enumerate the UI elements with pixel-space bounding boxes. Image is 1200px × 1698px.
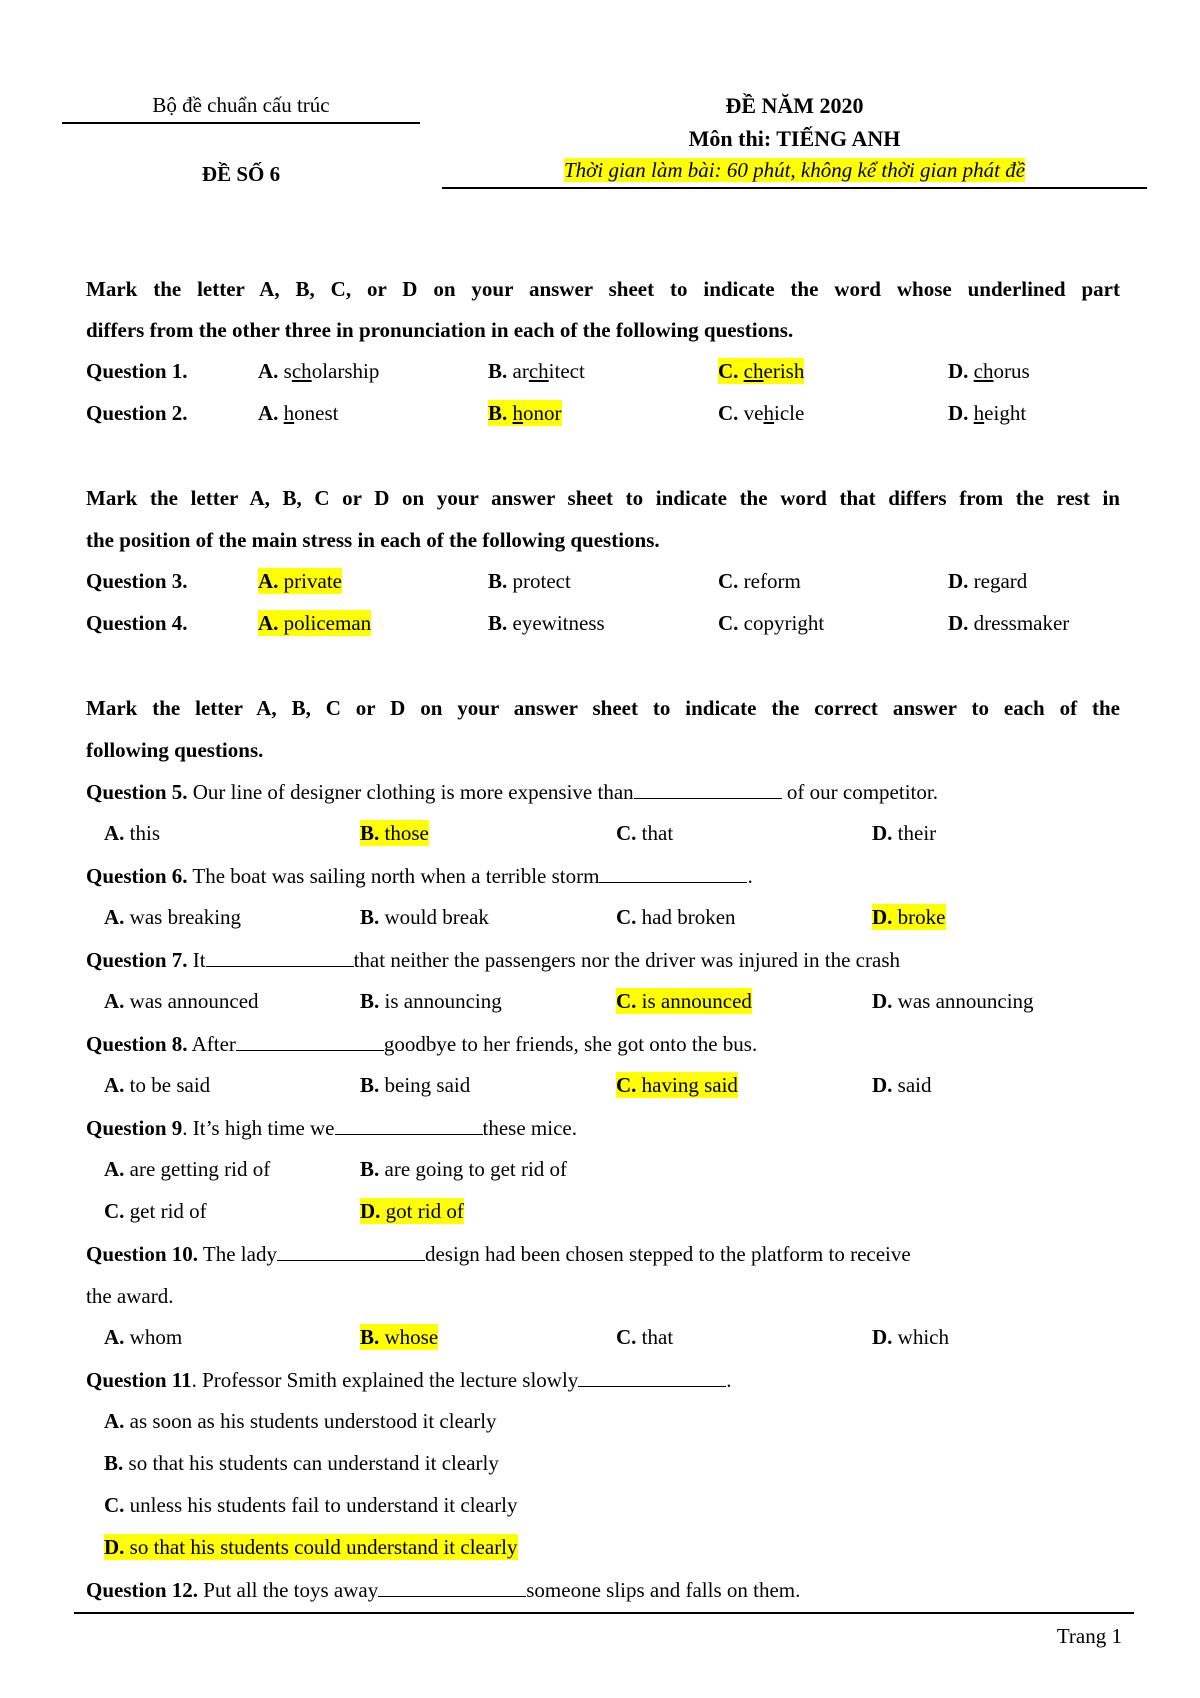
option-d[interactable]: D. height bbox=[948, 401, 1027, 425]
question-3 bbox=[0, 568, 1200, 594]
question-label: Question 4. bbox=[86, 611, 188, 635]
question-7-options bbox=[0, 988, 1200, 1014]
question-11-option-c bbox=[0, 1492, 1200, 1518]
option-c[interactable]: C. copyright bbox=[718, 611, 825, 635]
exam-time bbox=[442, 158, 1147, 183]
answer-blank bbox=[236, 1032, 384, 1051]
question-8-options bbox=[0, 1072, 1200, 1098]
option-d[interactable]: D. was announcing bbox=[872, 989, 1034, 1013]
question-11-stem: Question 11. Professor Smith explained the lecture slowly . bbox=[86, 1368, 732, 1392]
option-b-highlighted[interactable]: B. honor bbox=[488, 401, 562, 425]
option-d[interactable]: D. chorus bbox=[948, 359, 1030, 383]
question-5-stem: Question 5. Our line of designer clothing is more expensive than of our competitor. bbox=[86, 780, 938, 804]
question-label: Question 2. bbox=[86, 401, 188, 425]
question-11-option-d bbox=[0, 1534, 1200, 1560]
section2-instruction-line2: the position of the main stress in each of the following questions. bbox=[86, 528, 660, 552]
option-a[interactable]: A. this bbox=[104, 821, 161, 845]
option-b[interactable]: B. is announcing bbox=[360, 989, 502, 1013]
question-label: Question 1. bbox=[86, 359, 188, 383]
option-c[interactable]: C. vehicle bbox=[718, 401, 805, 425]
section3-instruction-line1: Mark the letter A, B, C or D on your answer sheet to indicate the correct answer to each of the bbox=[86, 696, 1120, 720]
option-a[interactable]: A. to be said bbox=[104, 1073, 211, 1097]
question-11-option-b bbox=[0, 1450, 1200, 1476]
option-c-highlighted[interactable]: C. having said bbox=[616, 1073, 738, 1097]
question-7-stem: Question 7. It that neither the passengers nor the driver was injured in the crash bbox=[86, 948, 900, 972]
question-8-stem: Question 8. After goodbye to her friends, she got onto the bus. bbox=[86, 1032, 758, 1056]
option-c[interactable]: C. reform bbox=[718, 569, 801, 593]
option-d[interactable]: D. regard bbox=[948, 569, 1028, 593]
option-a-highlighted[interactable]: A. policeman bbox=[258, 611, 372, 635]
option-a[interactable]: A. whom bbox=[104, 1325, 183, 1349]
header-right-rule bbox=[442, 187, 1147, 189]
answer-blank bbox=[206, 948, 354, 967]
exam-subject: Môn thi: TIẾNG ANH bbox=[688, 126, 901, 151]
option-d[interactable]: D. said bbox=[872, 1073, 932, 1097]
option-b-highlighted[interactable]: B. whose bbox=[360, 1325, 439, 1349]
option-c[interactable]: C. had broken bbox=[616, 905, 736, 929]
option-a[interactable]: A. scholarship bbox=[258, 359, 380, 383]
option-d-highlighted[interactable]: D. broke bbox=[872, 905, 946, 929]
option-c[interactable]: C. unless his students fail to understand it clearly bbox=[104, 1493, 518, 1517]
question-10-options bbox=[0, 1324, 1200, 1350]
section3-instruction-line2: following questions. bbox=[86, 738, 264, 762]
question-2 bbox=[0, 400, 1200, 426]
exam-time-text: Thời gian làm bài: 60 phút, không kể thời gian phát đề bbox=[563, 158, 1026, 182]
option-b[interactable]: B. so that his students can understand it clearly bbox=[104, 1451, 499, 1475]
question-5-options bbox=[0, 820, 1200, 846]
answer-blank bbox=[578, 1368, 726, 1387]
answer-blank bbox=[634, 780, 782, 799]
question-9-options-row2 bbox=[0, 1198, 1200, 1224]
option-d[interactable]: D. which bbox=[872, 1325, 949, 1349]
answer-blank bbox=[277, 1242, 425, 1261]
option-a-highlighted[interactable]: A. private bbox=[258, 569, 342, 593]
question-6-stem: Question 6. The boat was sailing north when a terrible storm . bbox=[86, 864, 753, 888]
option-a[interactable]: A. was announced bbox=[104, 989, 259, 1013]
exam-number: ĐỀ SỐ 6 bbox=[201, 162, 281, 186]
answer-blank bbox=[599, 864, 747, 883]
question-10-stem: Question 10. The lady design had been chosen stepped to the platform to receive bbox=[86, 1242, 911, 1266]
option-b[interactable]: B. would break bbox=[360, 905, 489, 929]
header-left-rule bbox=[62, 122, 420, 124]
page-number: Trang 1 bbox=[1056, 1624, 1122, 1648]
option-c[interactable]: C. that bbox=[616, 1325, 674, 1349]
option-d-highlighted[interactable]: D. so that his students could understand it clearly bbox=[104, 1535, 518, 1559]
option-b[interactable]: B. being said bbox=[360, 1073, 471, 1097]
option-c[interactable]: C. that bbox=[616, 821, 674, 845]
question-9-stem: Question 9. It’s high time we these mice. bbox=[86, 1116, 577, 1140]
question-6-options bbox=[0, 904, 1200, 930]
question-10-stem-continued: the award. bbox=[86, 1284, 174, 1308]
answer-blank bbox=[378, 1578, 526, 1597]
option-b[interactable]: B. architect bbox=[488, 359, 585, 383]
option-a[interactable]: A. was breaking bbox=[104, 905, 242, 929]
option-d[interactable]: D. their bbox=[872, 821, 937, 845]
exam-year: ĐỀ NĂM 2020 bbox=[725, 93, 864, 118]
section2-instruction-line1: Mark the letter A, B, C or D on your answer sheet to indicate the word that differs from the rest in bbox=[86, 486, 1120, 510]
series-title: Bộ đề chuẩn cấu trúc bbox=[152, 93, 330, 117]
option-b[interactable]: B. are going to get rid of bbox=[360, 1157, 568, 1181]
option-c-highlighted[interactable]: C. cherish bbox=[718, 359, 805, 383]
section1-instruction-line2: differs from the other three in pronunciation in each of the following questions. bbox=[86, 318, 794, 342]
answer-blank bbox=[335, 1116, 483, 1135]
question-1 bbox=[0, 358, 1200, 384]
option-c[interactable]: C. get rid of bbox=[104, 1199, 207, 1223]
question-9-options-row1 bbox=[0, 1156, 1200, 1182]
option-b[interactable]: B. protect bbox=[488, 569, 571, 593]
option-b-highlighted[interactable]: B. those bbox=[360, 821, 429, 845]
option-a[interactable]: A. honest bbox=[258, 401, 339, 425]
option-b[interactable]: B. eyewitness bbox=[488, 611, 605, 635]
section1-instruction-line1: Mark the letter A, B, C, or D on your answer sheet to indicate the word whose underlined part bbox=[86, 277, 1120, 301]
option-d-highlighted[interactable]: D. got rid of bbox=[360, 1199, 464, 1223]
question-4 bbox=[0, 610, 1200, 636]
option-a[interactable]: A. as soon as his students understood it clearly bbox=[104, 1409, 497, 1433]
question-12-stem: Question 12. Put all the toys away someone slips and falls on them. bbox=[86, 1578, 801, 1602]
question-label: Question 3. bbox=[86, 569, 188, 593]
question-11-option-a bbox=[0, 1408, 1200, 1434]
option-a[interactable]: A. are getting rid of bbox=[104, 1157, 271, 1181]
option-d[interactable]: D. dressmaker bbox=[948, 611, 1070, 635]
option-c-highlighted[interactable]: C. is announced bbox=[616, 989, 752, 1013]
footer-rule bbox=[74, 1612, 1134, 1614]
